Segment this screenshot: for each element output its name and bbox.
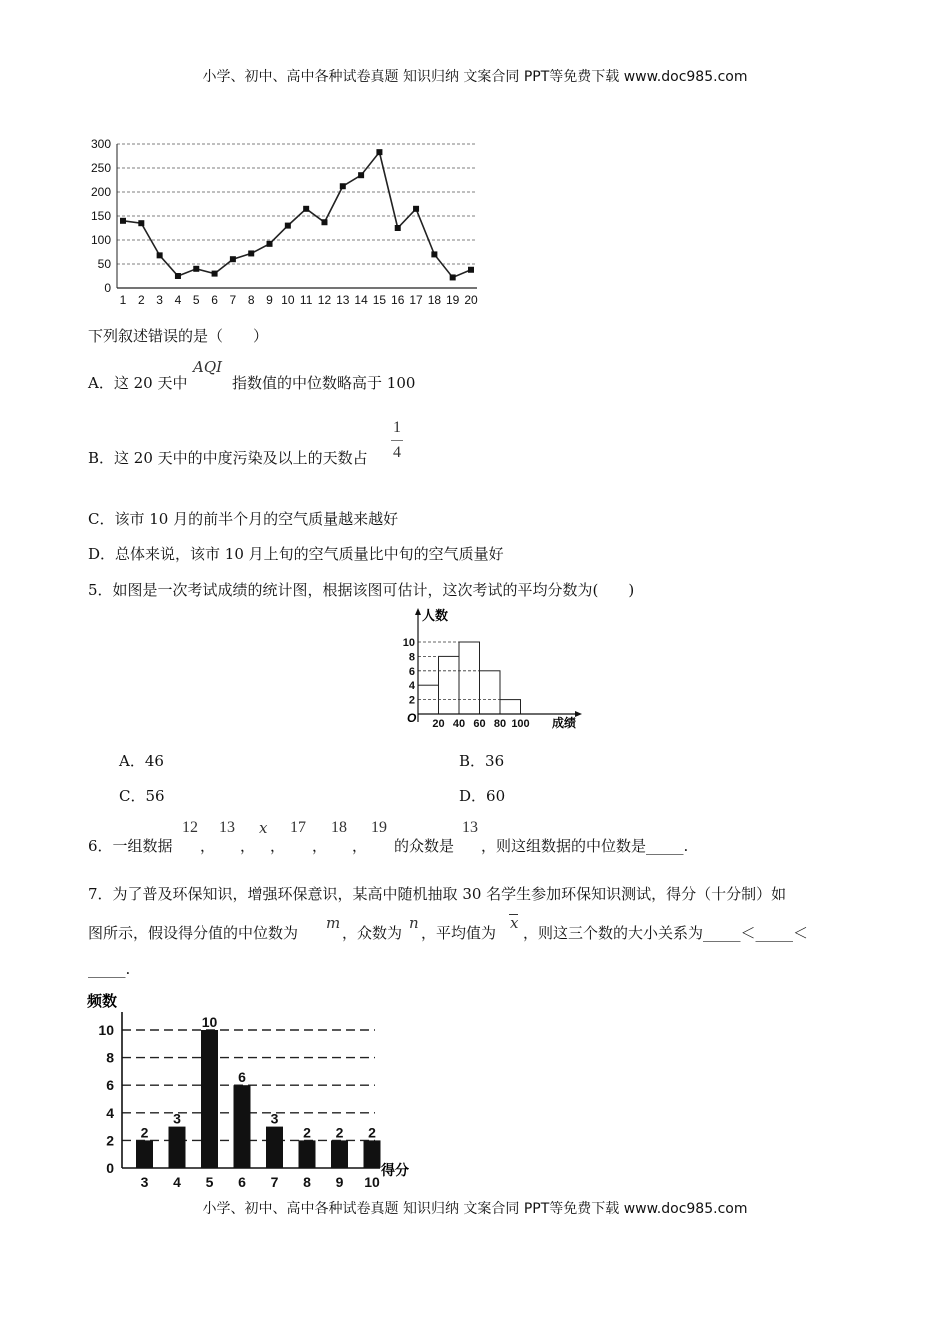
frequency-x-tick-3: 3 xyxy=(140,1174,149,1190)
frequency-chart-y-ticks xyxy=(98,1022,114,1176)
frequency-label-score-4: 3 xyxy=(173,1110,181,1127)
aqi-point-day-7 xyxy=(230,256,236,262)
aqi-point-day-2 xyxy=(138,220,144,226)
frequency-y-tick-10: 10 xyxy=(98,1022,114,1038)
aqi-point-day-18 xyxy=(431,251,437,257)
q4-option-b: B．这 20 天中的中度污染及以上的天数占 xyxy=(88,449,368,467)
aqi-series-points xyxy=(120,149,474,280)
aqi-point-day-12 xyxy=(321,219,327,225)
histogram-x-tick-100: 100 xyxy=(511,718,530,730)
histogram-y-ticks xyxy=(403,637,416,707)
aqi-series-line xyxy=(123,152,471,277)
aqi-x-tick-7: 7 xyxy=(229,293,237,307)
frequency-x-tick-9: 9 xyxy=(335,1174,344,1190)
histogram-x-tick-80: 80 xyxy=(493,718,507,730)
histogram-x-label: 成绩 xyxy=(552,716,577,730)
histogram-x-tick-40: 40 xyxy=(452,718,466,730)
aqi-y-tick-100: 100 xyxy=(90,233,111,247)
aqi-x-tick-16: 16 xyxy=(391,293,405,307)
aqi-point-day-3 xyxy=(157,252,163,258)
q6-middle: 的众数是 xyxy=(394,837,455,855)
frequency-bar-score-3 xyxy=(136,1140,153,1168)
histogram-y-tick-2: 2 xyxy=(408,694,415,707)
aqi-x-tick-20: 20 xyxy=(464,293,478,307)
q7-mean-xbar: x xyxy=(510,914,519,932)
frequency-x-tick-10: 10 xyxy=(364,1174,380,1190)
frequency-chart-x-ticks xyxy=(141,1174,380,1190)
frequency-y-tick-8: 8 xyxy=(106,1049,114,1066)
frequency-y-tick-0: 0 xyxy=(106,1160,114,1176)
q4-stem: 下列叙述错误的是（ ） xyxy=(88,327,269,345)
page-footer: 小学、初中、高中各种试卷真题 知识归纳 文案合同 PPT等免费下载 www.doc985.com xyxy=(202,1201,748,1217)
aqi-x-tick-9: 9 xyxy=(266,293,273,307)
frequency-x-tick-4: 4 xyxy=(173,1174,181,1190)
fraction-bar xyxy=(391,440,403,441)
aqi-chart-y-ticks xyxy=(91,137,111,295)
aqi-y-tick-200: 200 xyxy=(90,185,111,199)
aqi-point-day-8 xyxy=(248,250,254,256)
q6-value-6: 19 xyxy=(371,819,387,836)
aqi-point-day-9 xyxy=(267,241,273,247)
aqi-point-day-20 xyxy=(468,267,474,273)
q6-value-x: x xyxy=(259,819,268,837)
frequency-x-tick-6: 6 xyxy=(238,1174,246,1190)
frequency-bar-score-7 xyxy=(266,1127,283,1168)
q6-comma-5: ， xyxy=(352,837,368,855)
aqi-x-tick-15: 15 xyxy=(372,293,387,307)
q5-option-a: A．46 xyxy=(119,752,164,770)
histogram-x-tick-60: 60 xyxy=(473,718,486,730)
q6-value-4: 17 xyxy=(290,819,306,836)
aqi-x-tick-3: 3 xyxy=(156,293,163,307)
aqi-x-tick-6: 6 xyxy=(211,293,218,307)
frequency-bar-score-5 xyxy=(201,1030,218,1168)
aqi-point-day-6 xyxy=(212,271,218,277)
q4-option-b-numerator: 1 xyxy=(393,419,401,436)
aqi-x-tick-11: 11 xyxy=(299,293,313,307)
histogram-y-label: 人数 xyxy=(422,608,449,623)
q6-comma-4: ， xyxy=(312,837,328,855)
q6-value-2: 13 xyxy=(219,819,235,836)
histogram-y-tick-10: 10 xyxy=(402,637,415,649)
frequency-bar-score-10 xyxy=(364,1140,381,1168)
frequency-label-score-10: 2 xyxy=(368,1124,376,1141)
aqi-point-day-11 xyxy=(303,206,309,212)
frequency-bar-score-8 xyxy=(299,1140,316,1168)
q5-stem: 5．如图是一次考试成绩的统计图，根据该图可估计，这次考试的平均分数为( ) xyxy=(88,581,635,599)
aqi-line-chart xyxy=(85,132,485,312)
frequency-y-label: 频数 xyxy=(87,993,118,1010)
page-header: 小学、初中、高中各种试卷真题 知识归纳 文案合同 PPT等免费下载 www.doc985.com xyxy=(202,69,748,85)
frequency-label-score-7: 3 xyxy=(270,1110,279,1127)
histogram-x-tick-20: 20 xyxy=(432,718,445,730)
histogram-bar-20-40 xyxy=(439,656,460,714)
aqi-x-tick-19: 19 xyxy=(446,293,460,307)
aqi-point-day-17 xyxy=(413,206,419,212)
aqi-x-tick-2: 2 xyxy=(137,293,145,307)
q7-line-3: _____. xyxy=(88,960,131,978)
aqi-point-day-13 xyxy=(340,183,346,189)
aqi-y-tick-150: 150 xyxy=(90,209,111,223)
histogram-bar-60-80 xyxy=(480,671,501,714)
aqi-x-tick-8: 8 xyxy=(247,293,255,307)
frequency-bar-score-9 xyxy=(331,1140,348,1168)
frequency-label-score-3: 2 xyxy=(140,1124,149,1141)
frequency-label-score-8: 2 xyxy=(303,1124,311,1141)
aqi-x-tick-14: 14 xyxy=(354,293,368,307)
q7-median-m: m xyxy=(326,914,341,932)
aqi-x-tick-17: 17 xyxy=(409,293,423,307)
frequency-chart-bars xyxy=(136,1030,381,1168)
aqi-point-day-5 xyxy=(193,266,199,272)
aqi-x-tick-10: 10 xyxy=(281,293,295,307)
aqi-chart-x-ticks xyxy=(120,293,478,307)
frequency-y-tick-4: 4 xyxy=(106,1104,114,1121)
frequency-bar-chart xyxy=(85,990,425,1195)
histogram-x-ticks xyxy=(432,718,529,730)
score-histogram xyxy=(400,602,590,732)
q5-option-d: D．60 xyxy=(459,787,506,805)
frequency-bar-score-6 xyxy=(234,1085,251,1168)
aqi-point-day-14 xyxy=(358,172,364,178)
frequency-label-score-6: 6 xyxy=(238,1069,246,1086)
q6-mode: 13 xyxy=(462,819,478,836)
aqi-x-tick-12: 12 xyxy=(317,293,332,307)
q6-comma-1: ， xyxy=(200,837,216,855)
aqi-x-tick-5: 5 xyxy=(192,293,200,307)
aqi-x-tick-13: 13 xyxy=(336,293,350,307)
q7-line-2d: ，则这三个数的大小关系为_____＜_____＜ xyxy=(523,924,809,942)
q4-option-d: D．总体来说，该市 10 月上旬的空气质量比中旬的空气质量好 xyxy=(88,545,504,563)
q7-line-1: 7．为了普及环保知识，增强环保意识，某高中随机抽取 30 名学生参加环保知识测试，得分（十分制）如 xyxy=(88,885,787,903)
q4-option-a-prefix: A．这 20 天中 xyxy=(88,374,188,392)
q4-option-a xyxy=(88,372,187,393)
aqi-y-tick-50: 50 xyxy=(97,257,111,271)
frequency-chart-data-labels xyxy=(141,1014,377,1140)
q4-option-a-math: AQI xyxy=(193,358,223,376)
aqi-point-day-16 xyxy=(395,225,401,231)
aqi-point-day-19 xyxy=(450,274,456,280)
q4-option-b-denominator: 4 xyxy=(393,444,401,461)
frequency-label-score-9: 2 xyxy=(335,1124,344,1141)
histogram-origin: O xyxy=(407,711,417,725)
aqi-point-day-4 xyxy=(175,273,181,279)
frequency-y-tick-6: 6 xyxy=(106,1077,114,1094)
aqi-point-day-15 xyxy=(376,149,382,155)
q7-mode-n: n xyxy=(409,914,419,932)
frequency-y-tick-2: 2 xyxy=(106,1132,114,1149)
q6-comma-2: ， xyxy=(240,837,256,855)
q7-line-2a: 图所示，假设得分值的中位数为 xyxy=(88,924,299,942)
histogram-x-arrow xyxy=(575,711,582,717)
frequency-x-tick-7: 7 xyxy=(270,1174,279,1190)
histogram-y-arrow xyxy=(415,608,421,615)
frequency-bar-score-4 xyxy=(169,1127,186,1168)
q6-value-5: 18 xyxy=(331,819,347,836)
q5-option-b: B．36 xyxy=(459,752,505,770)
q4-option-c: C．该市 10 月的前半个月的空气质量越来越好 xyxy=(88,510,399,528)
aqi-y-tick-250: 250 xyxy=(90,161,111,175)
q5-option-c: C．56 xyxy=(119,787,165,805)
aqi-x-tick-1: 1 xyxy=(119,293,127,307)
q4-option-a-suffix: 指数值的中位数略高于 100 xyxy=(232,374,416,392)
aqi-point-day-10 xyxy=(285,223,291,229)
histogram-y-tick-6: 6 xyxy=(408,665,415,678)
histogram-bar-40-60 xyxy=(459,642,480,714)
q6-suffix: ，则这组数据的中位数是_____. xyxy=(481,837,689,855)
histogram-bars xyxy=(418,642,521,714)
aqi-x-tick-18: 18 xyxy=(427,293,442,307)
q7-line-2b: ，众数为 xyxy=(342,924,403,942)
frequency-x-tick-5: 5 xyxy=(205,1174,214,1190)
histogram-y-tick-8: 8 xyxy=(408,651,415,664)
histogram-bar-80-100 xyxy=(500,700,521,714)
aqi-point-day-1 xyxy=(120,218,126,224)
frequency-label-score-5: 10 xyxy=(201,1014,218,1030)
aqi-x-tick-4: 4 xyxy=(174,293,182,307)
frequency-x-tick-8: 8 xyxy=(303,1174,311,1190)
histogram-y-tick-4: 4 xyxy=(408,680,415,693)
q6-value-1: 12 xyxy=(182,819,198,836)
q6-comma-3: ， xyxy=(270,837,286,855)
aqi-chart-gridlines xyxy=(117,144,477,288)
q7-line-2c: ，平均值为 xyxy=(421,924,497,942)
aqi-y-tick-300: 300 xyxy=(90,137,111,151)
frequency-x-label: 得分 xyxy=(381,1162,409,1178)
q6-prefix: 6．一组数据 xyxy=(88,837,173,855)
aqi-y-tick-0: 0 xyxy=(104,281,111,295)
